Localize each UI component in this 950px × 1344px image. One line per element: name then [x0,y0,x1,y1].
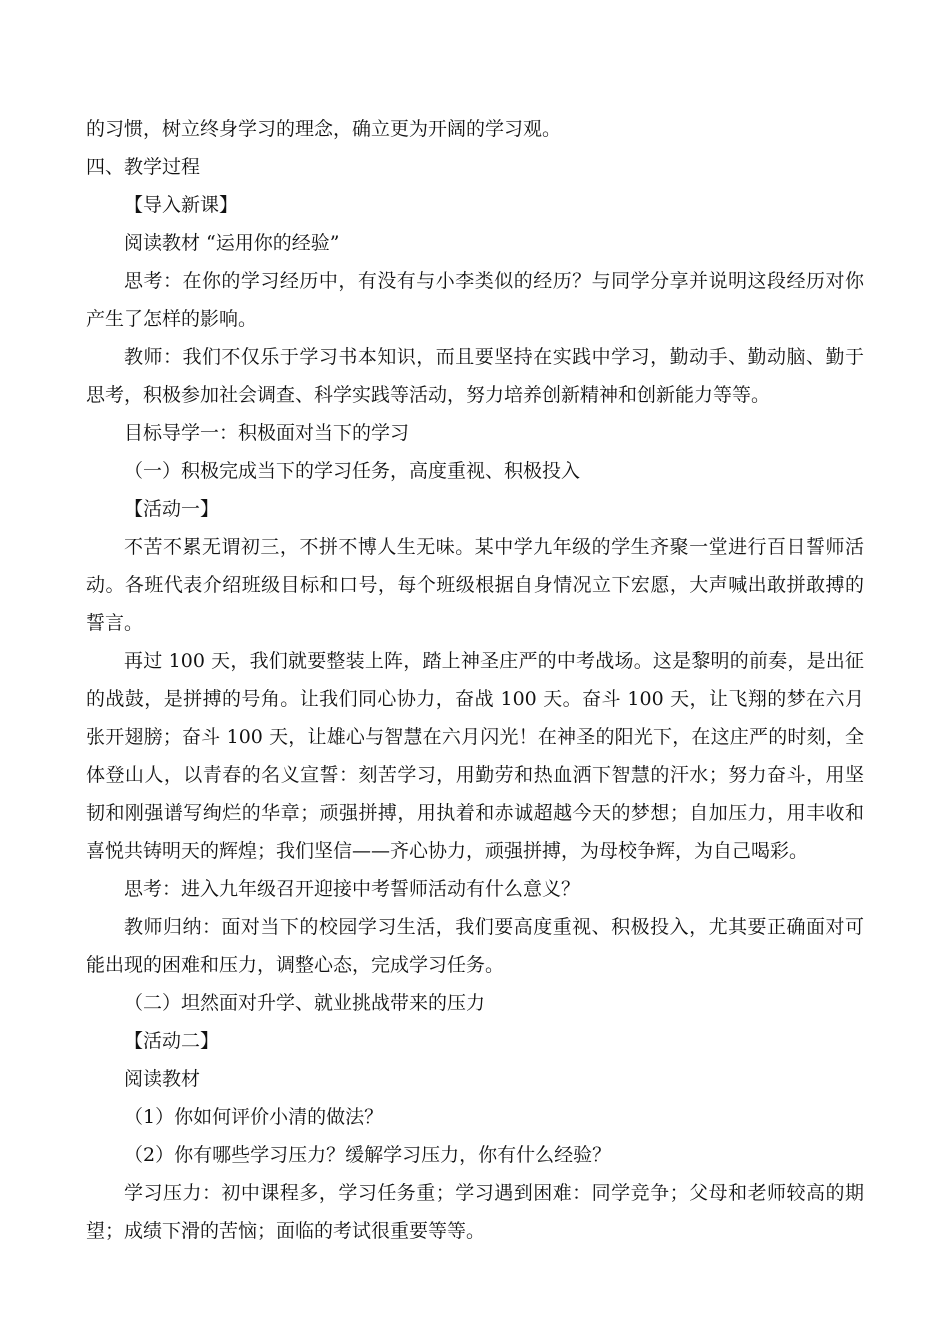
paragraph-goal-1: 目标导学一：积极面对当下的学习 [124,422,410,444]
paragraph-teacher-summary: 教师归纳：面对当下的校园学习生活，我们要高度重视、积极投入，尤其要正确面对可能出现的困难和压力，调整心态，完成学习任务。 [86,916,864,976]
paragraph-teacher-1: 教师：我们不仅乐于学习书本知识，而且要坚持在实践中学习，勤动手、勤动脑、勤于思考，积极参加社会调查、科学实践等活动，努力培养创新精神和创新能力等等。 [86,346,864,406]
subheading-activity-1: 【活动一】 [124,498,220,520]
paragraph-study-pressure: 学习压力：初中课程多，学习任务重；学习遇到困难：同学竞争；父母和老师较高的期望；成绩下滑的苦恼；面临的考试很重要等等。 [86,1182,864,1242]
paragraph-activity-1-intro: 不苦不累无谓初三，不拼不博人生无味。某中学九年级的学生齐聚一堂进行百日誓师活动。各班代表介绍班级目标和口号，每个班级根据自身情况立下宏愿，大声喊出敢拼敢搏的誓言。 [86,536,864,634]
subheading-activity-2: 【活动二】 [124,1030,220,1052]
paragraph-oath: 再过 100 天，我们就要整装上阵，踏上神圣庄严的中考战场。这是黎明的前奏，是出征的战鼓，是拼搏的号角。让我们同心协力，奋战 100 天。奋斗 100 天，让飞翔的梦在六月张开翅膀；奋斗 100 天，让雄心与智慧在六月闪光！在神圣的阳光下，在这庄严的时刻，全体登山人，以青春的名义宣誓：刻苦学习，用勤劳和热血洒下智慧的汗水；努力奋斗，用坚韧和刚强谱写绚烂的华章；顽强拼搏，用执着和赤诚超越今天的梦想；自加压力，用丰收和喜悦共铸明天的辉煌；我们坚信——齐心协力，顽强拼搏，为母校争辉，为自己喝彩。 [86,650,864,862]
paragraph-think-2: 思考：进入九年级召开迎接中考誓师活动有什么意义？ [124,878,581,900]
subheading-part-2: （二）坦然面对升学、就业挑战带来的压力 [124,992,486,1014]
paragraph-question-2: （2）你有哪些学习压力？缓解学习压力，你有什么经验？ [124,1144,612,1166]
subheading-intro-new-lesson: 【导入新课】 [124,194,239,216]
paragraph-continuation: 的习惯，树立终身学习的理念，确立更为开阔的学习观。 [86,118,562,140]
paragraph-read-textbook: 阅读教材 “运用你的经验” [124,232,340,254]
paragraph-read-textbook-2: 阅读教材 [124,1068,201,1090]
section-heading-teaching-process: 四、教学过程 [86,156,201,178]
paragraph-question-1: （1）你如何评价小清的做法？ [124,1106,384,1128]
document-page [86,110,864,1250]
paragraph-think-1: 思考：在你的学习经历中，有没有与小李类似的经历？与同学分享并说明这段经历对你产生了怎样的影响。 [86,270,864,330]
subheading-part-1: （一）积极完成当下的学习任务，高度重视、积极投入 [124,460,581,482]
